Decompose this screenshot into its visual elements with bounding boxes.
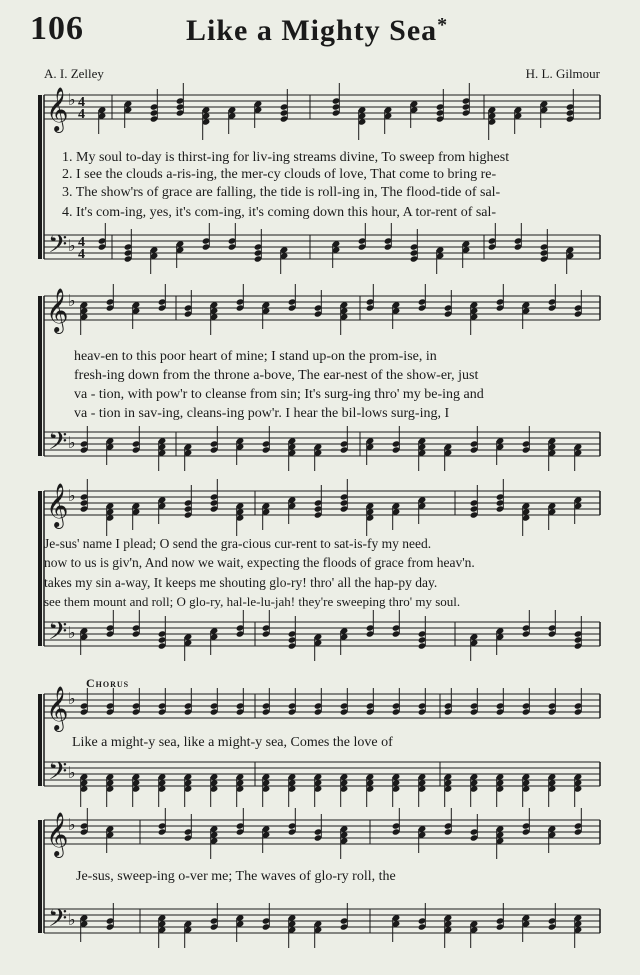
- system-bracket: [38, 694, 42, 786]
- hymn-number: 106: [30, 10, 84, 47]
- flat-sign: ♭: [68, 291, 76, 310]
- bass-clef: 𝄢: [48, 904, 68, 939]
- treble-clef: 𝄞: [46, 686, 69, 730]
- time-signature-digit: 4: [78, 247, 85, 262]
- verse-2-line-3: now to us is giv'n, And now we wait, expecting the floods of grace from heav'n.: [44, 555, 475, 570]
- system-bracket: [38, 296, 42, 456]
- bass-clef: 𝄢: [48, 427, 68, 462]
- time-signature-digit: 4: [78, 107, 85, 122]
- flat-sign: ♭: [68, 90, 76, 109]
- time-signature-digit: 4: [78, 95, 85, 110]
- verse-4-line-2: va - tion in sav-ing, cleans-ing pow'r. I hear the bil-lows surg-ing, I: [74, 406, 450, 421]
- flat-sign: ♭: [68, 815, 76, 834]
- flat-sign: ♭: [68, 236, 76, 255]
- flat-sign: ♭: [68, 433, 76, 452]
- composer-credit: H. L. Gilmour: [525, 66, 600, 81]
- system-bracket: [38, 820, 42, 933]
- verse-3-line-2: va - tion, with pow'r to cleanse from sin; It's surg-ing thro' my be-ing and: [74, 387, 484, 402]
- chorus-label: Chorus: [86, 676, 130, 690]
- hymn-title-text: Like a Mighty Sea: [186, 14, 438, 47]
- lyricist-credit: A. I. Zelley: [44, 66, 104, 81]
- chorus-line-2: Je-sus, sweep-ing o-ver me; The waves of glo-ry roll, the: [76, 869, 396, 884]
- verse-3-line-3: takes my sin a-way, It keeps me shouting glo-ry! thro' all the hap-py day.: [44, 575, 438, 590]
- bass-clef: 𝄢: [48, 757, 68, 792]
- verse-2-line-1: 2. I see the clouds a-ris-ing, the mer-cy clouds of love, That come to bring re-: [62, 167, 497, 182]
- flat-sign: ♭: [68, 689, 76, 708]
- verse-4-line-1: 4. It's com-ing, yes, it's com-ing, it's coming down this hour, A tor-rent of sal-: [62, 205, 497, 220]
- chorus-line-1: Like a might-y sea, like a might-y sea, Comes the love of: [72, 735, 393, 750]
- verse-3-line-1: 3. The show'rs of grace are falling, the tide is roll-ing in, The flood-tide of sal-: [62, 185, 501, 200]
- system-bracket: [38, 95, 42, 259]
- flat-sign: ♭: [68, 623, 76, 642]
- flat-sign: ♭: [68, 910, 76, 929]
- verse-1-line-2: heav-en to this poor heart of mine; I stand up-on the prom-ise, in: [74, 349, 437, 364]
- verse-1-line-1: 1. My soul to-day is thirst-ing for liv-ing streams divine, To sweep from highest: [62, 150, 510, 165]
- treble-clef: 𝄞: [46, 288, 69, 332]
- footnote-asterisk: *: [437, 14, 449, 36]
- system-bracket: [38, 491, 42, 646]
- flat-sign: ♭: [68, 763, 76, 782]
- bass-clef: 𝄢: [48, 230, 68, 265]
- treble-clef: 𝄞: [46, 87, 69, 131]
- verse-2-line-2: fresh-ing down from the throne a-bove, The ear-nest of the show-er, just: [74, 368, 479, 383]
- treble-clef: 𝄞: [46, 812, 69, 856]
- bass-clef: 𝄢: [48, 617, 68, 652]
- time-signature-digit: 4: [78, 235, 85, 250]
- flat-sign: ♭: [68, 486, 76, 505]
- verse-1-line-3: Je-sus' name I plead; O send the gra-cious cur-rent to sat-is-fy my need.: [44, 536, 432, 551]
- treble-clef: 𝄞: [46, 483, 69, 527]
- verse-4-line-3: see them mount and roll; O glo-ry, hal-le-lu-jah! they're sweeping thro' my soul.: [44, 594, 461, 609]
